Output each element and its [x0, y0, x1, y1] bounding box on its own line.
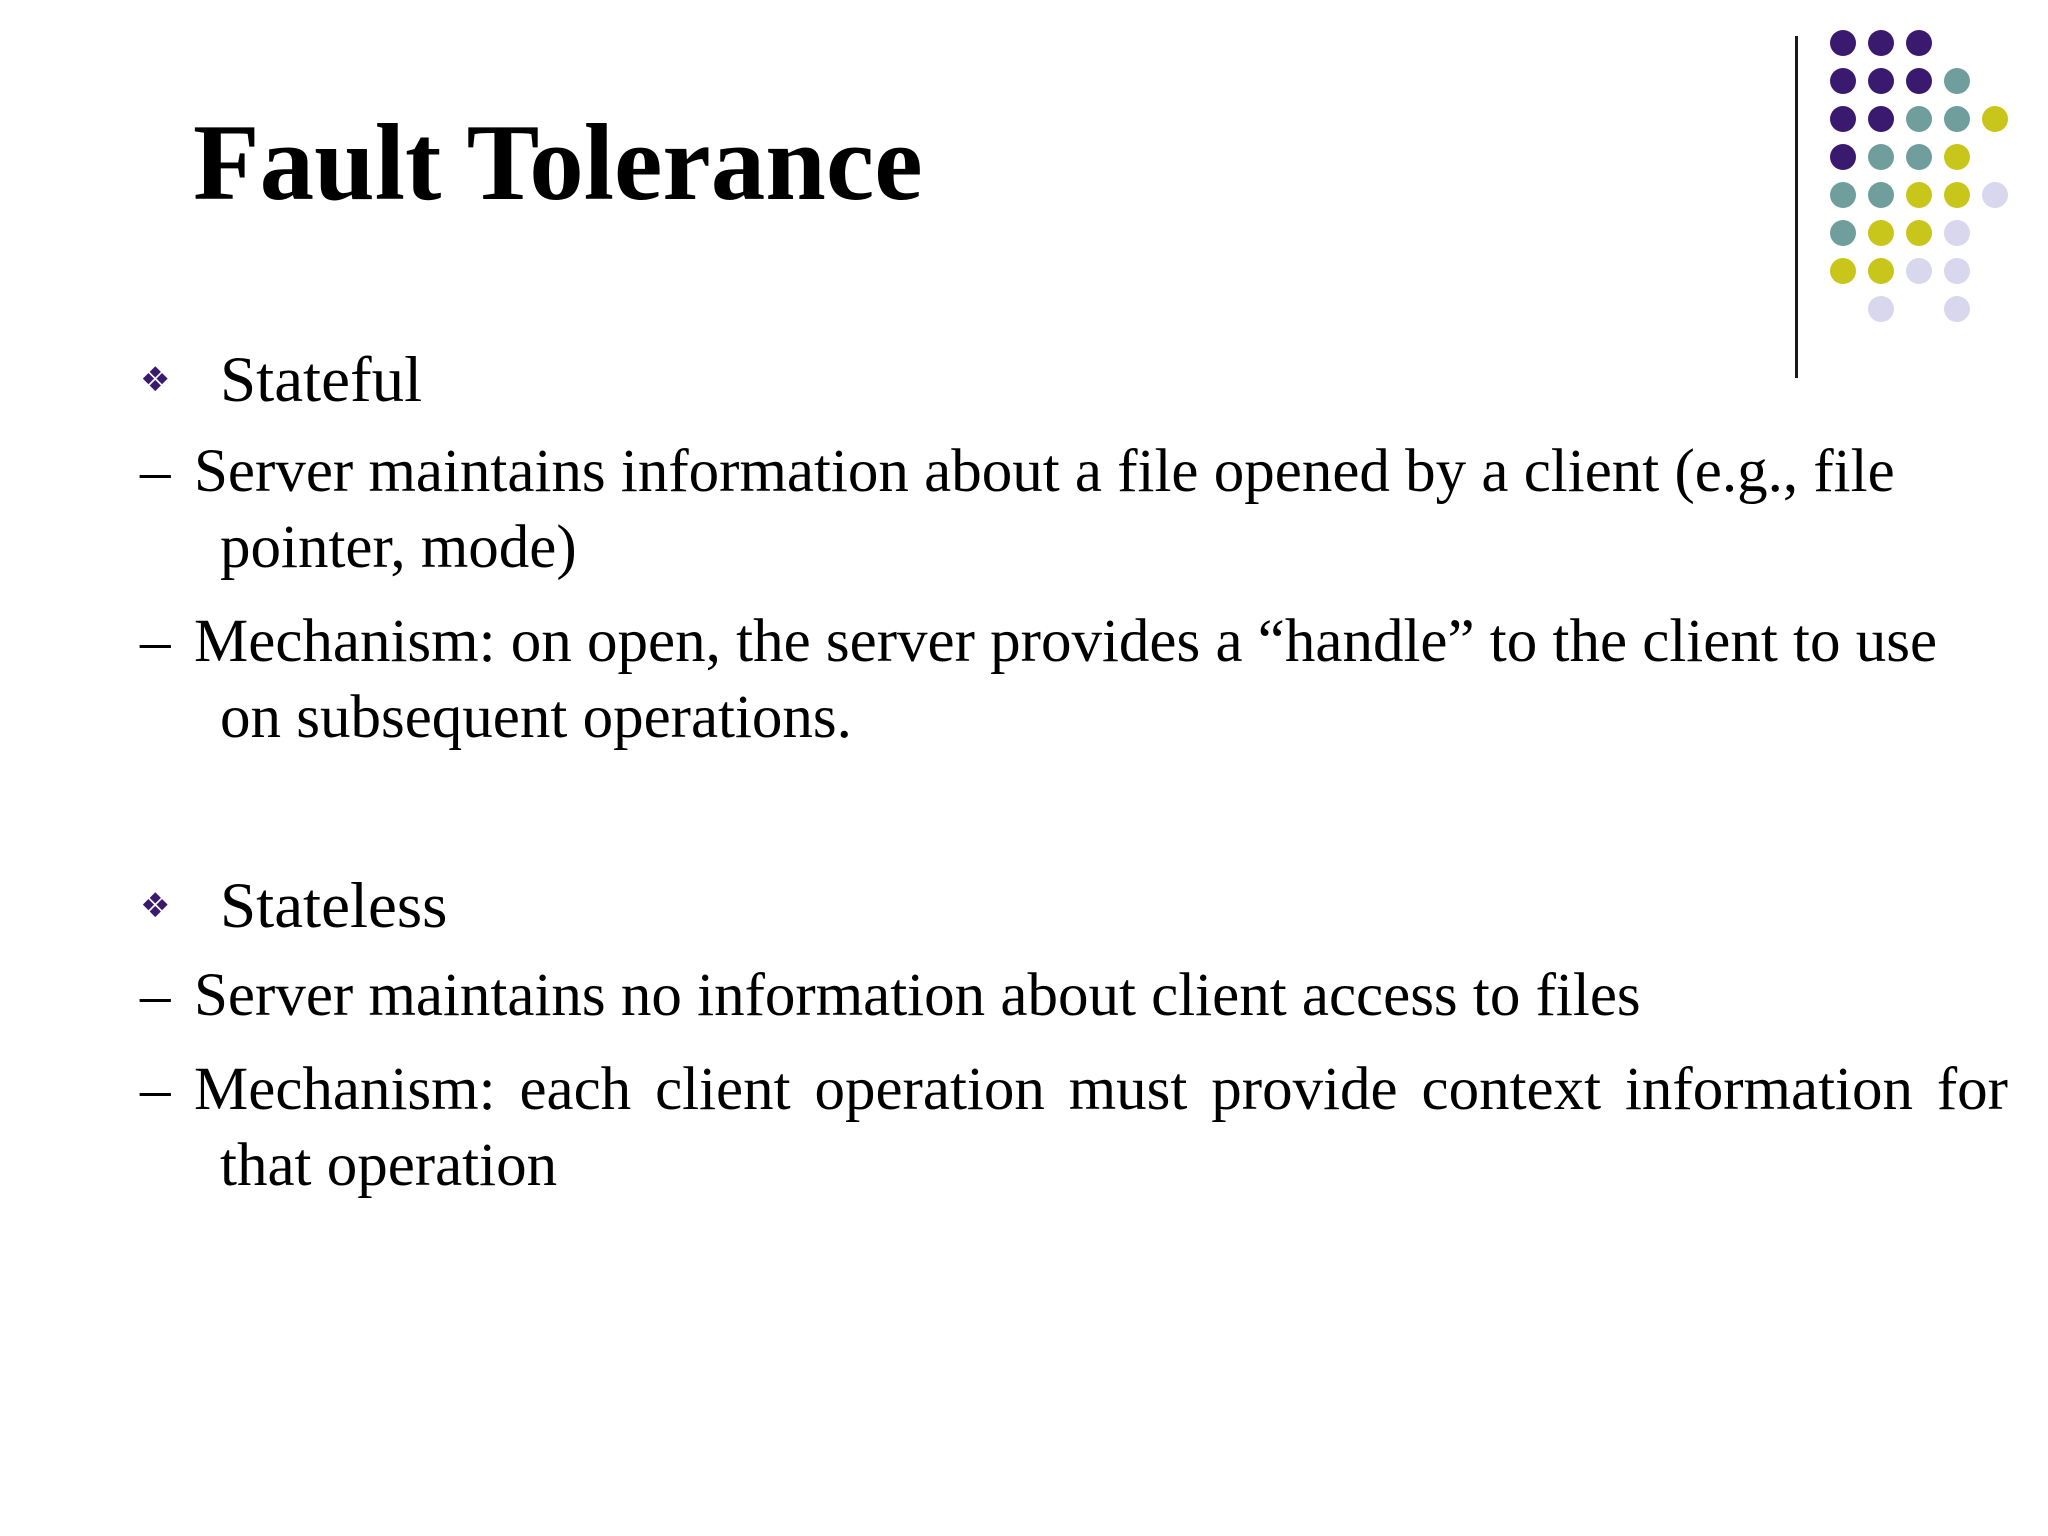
dash-marker: –	[140, 962, 171, 1029]
sub-item-text: Mechanism: on open, the server provides a “handle” to the client to use on subsequent operations.	[194, 608, 1938, 751]
sub-item-text: Mechanism: each client operation must provide context information for that operation	[194, 1056, 2008, 1199]
bullet-heading: Stateful	[220, 344, 423, 416]
sub-item-stateful-1	[140, 434, 2008, 586]
dash-marker: –	[140, 438, 171, 505]
sub-item-stateless-2	[140, 1052, 2008, 1204]
dash-marker: –	[140, 1056, 171, 1123]
sub-item-text: Server maintains information about a file opened by a client (e.g., file pointer, mode)	[194, 438, 1895, 581]
dash-marker: –	[140, 608, 171, 675]
diamond-bullet-icon: ❖	[140, 886, 171, 926]
sub-item-stateless-1	[140, 958, 2008, 1034]
sub-item-stateful-2	[140, 604, 2008, 756]
bullet-heading: Stateless	[220, 870, 448, 942]
diamond-bullet-icon: ❖	[140, 360, 171, 400]
slide-title: Fault Tolerance	[193, 102, 923, 223]
sub-item-text: Server maintains no information about client access to files	[194, 962, 1641, 1029]
